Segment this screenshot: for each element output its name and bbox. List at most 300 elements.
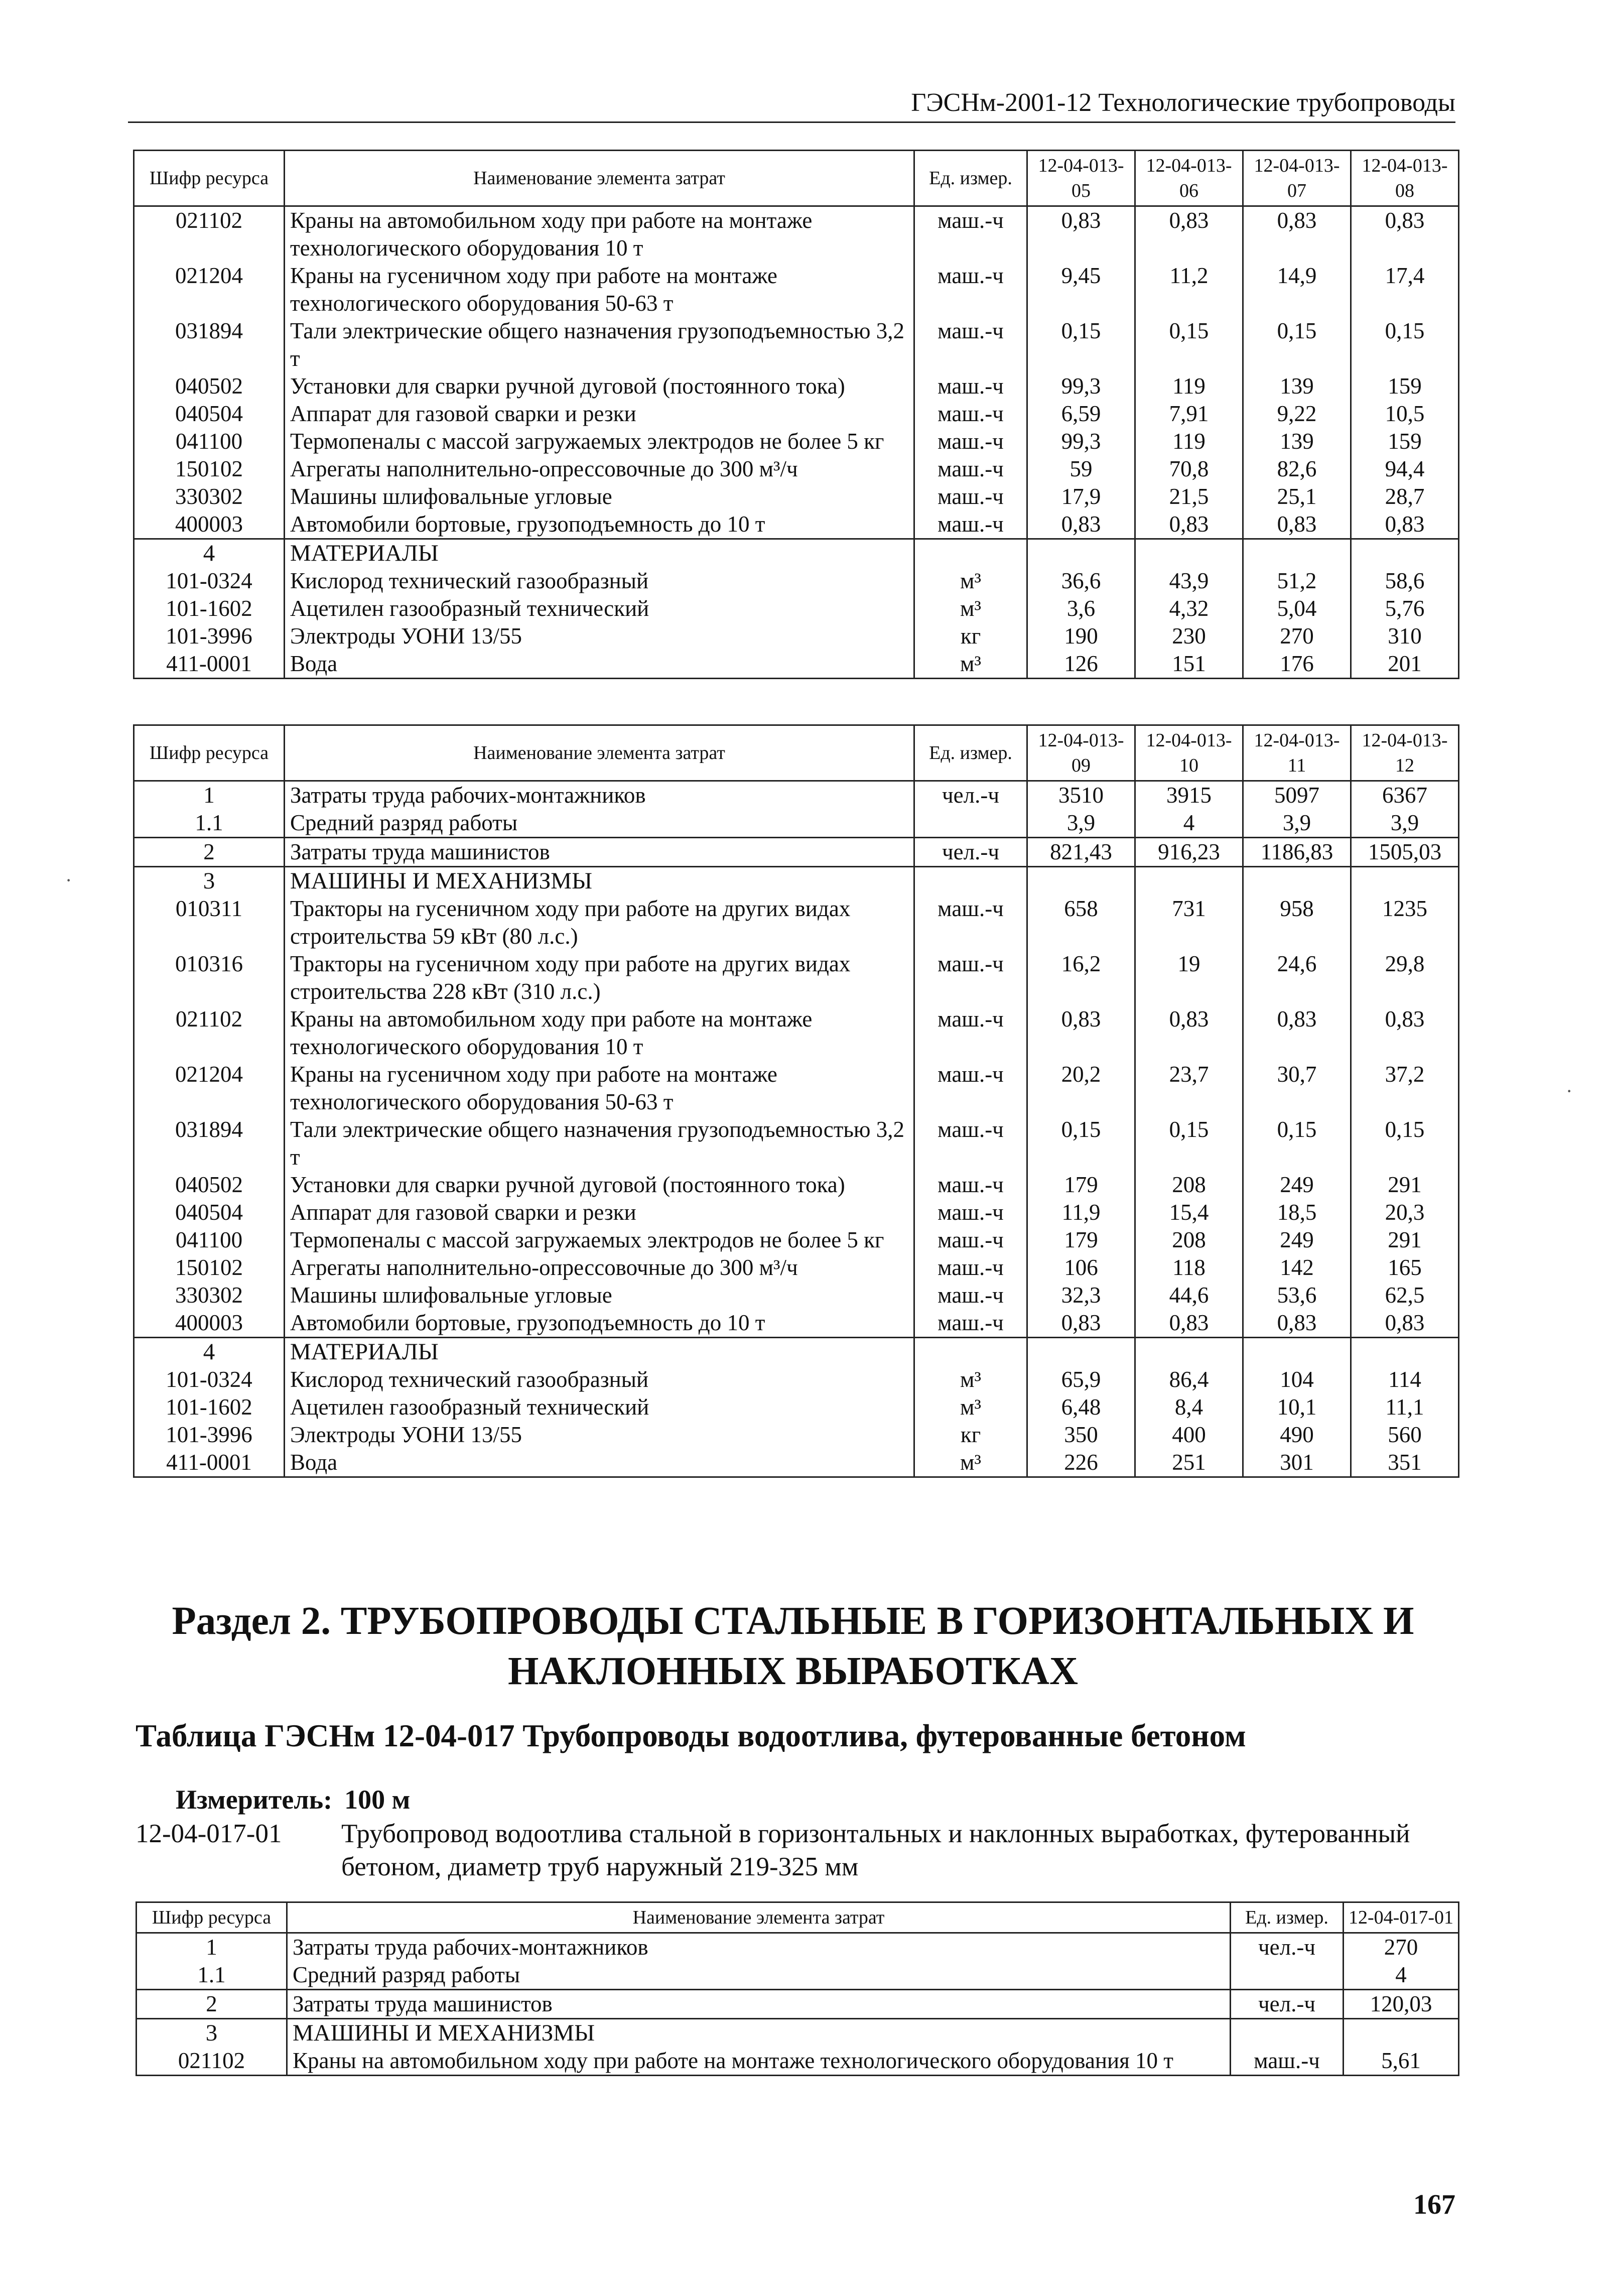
norm-value: 4 — [1135, 809, 1243, 838]
resource-row — [134, 317, 1459, 372]
norm-value: 249 — [1243, 1171, 1351, 1199]
norm-value: 0,83 — [1243, 1005, 1351, 1061]
norm-item-description: Трубопровод водоотлива стальной в горизонтальных и наклонных выработках, футерованный бетоном, диаметр труб наружный 219-325 мм — [341, 1819, 1410, 1881]
norm-value: 0,83 — [1351, 511, 1459, 539]
col-header-norm: 12-04-013-07 — [1243, 151, 1351, 206]
resource-unit: маш.-ч — [914, 1199, 1027, 1226]
resource-row — [134, 1226, 1459, 1254]
resource-unit: маш.-ч — [914, 950, 1027, 1005]
resource-unit: маш.-ч — [914, 400, 1027, 428]
resource-row — [134, 650, 1459, 679]
resource-unit: маш.-ч — [914, 1171, 1027, 1199]
resource-unit: маш.-ч — [914, 1116, 1027, 1171]
section-heading: МАШИНЫ И МЕХАНИЗМЫ — [287, 2019, 1231, 2048]
col-header-unit: Ед. измер. — [914, 725, 1027, 781]
resource-row — [134, 950, 1459, 1005]
norm-value: 0,15 — [1351, 317, 1459, 372]
resource-row — [137, 1961, 1459, 1990]
resource-unit: маш.-ч — [1231, 2047, 1344, 2076]
resource-name: Средний разряд работы — [287, 1961, 1231, 1990]
norm-value: 0,83 — [1135, 1309, 1243, 1338]
norm-value — [1243, 539, 1351, 568]
resource-code: 150102 — [134, 455, 285, 483]
resource-unit — [914, 539, 1027, 568]
resource-row — [134, 838, 1459, 867]
norm-value: 226 — [1027, 1449, 1135, 1477]
resource-name: Аппарат для газовой сварки и резки — [285, 1199, 914, 1226]
norm-value: 400 — [1135, 1421, 1243, 1449]
norm-value: 9,45 — [1027, 262, 1135, 317]
norm-value: 106 — [1027, 1254, 1135, 1282]
norm-value — [1351, 867, 1459, 896]
resource-name: Тали электрические общего назначения грузоподъемностью 3,2 т — [285, 1116, 914, 1171]
col-header-norm: 12-04-013-09 — [1027, 725, 1135, 781]
norm-value — [1344, 2019, 1459, 2048]
resource-name: Затраты труда машинистов — [287, 1990, 1231, 2019]
margin-mark: · — [1566, 1080, 1573, 1102]
resource-code: 3 — [134, 867, 285, 896]
norm-value: 53,6 — [1243, 1282, 1351, 1309]
norm-value: 251 — [1135, 1449, 1243, 1477]
resource-unit — [1231, 1961, 1344, 1990]
resource-row — [134, 483, 1459, 511]
resource-code: 040502 — [134, 372, 285, 400]
resource-name: Краны на автомобильном ходу при работе на монтаже технологического оборудования 10 т — [285, 206, 914, 263]
resource-name: Средний разряд работы — [285, 809, 914, 838]
resource-name: Агрегаты наполнительно-опрессовочные до 300 м³/ч — [285, 455, 914, 483]
norm-value: 351 — [1351, 1449, 1459, 1477]
norm-value: 104 — [1243, 1366, 1351, 1393]
resource-code: 3 — [137, 2019, 287, 2048]
resource-name: Тракторы на гусеничном ходу при работе на других видах строительства 228 кВт (310 л.с.) — [285, 950, 914, 1005]
norm-value: 99,3 — [1027, 372, 1135, 400]
norm-value: 301 — [1243, 1449, 1351, 1477]
norm-value: 118 — [1135, 1254, 1243, 1282]
resource-row — [134, 809, 1459, 838]
norm-value: 230 — [1135, 622, 1243, 650]
section-row — [134, 1338, 1459, 1366]
norm-value: 21,5 — [1135, 483, 1243, 511]
col-header-norm: 12-04-013-12 — [1351, 725, 1459, 781]
norm-value: 3915 — [1135, 781, 1243, 810]
norm-value: 731 — [1135, 895, 1243, 950]
norm-value: 120,03 — [1344, 1990, 1459, 2019]
resource-name: Машины шлифовальные угловые — [285, 483, 914, 511]
resource-row — [134, 895, 1459, 950]
norm-value: 151 — [1135, 650, 1243, 679]
resource-unit: маш.-ч — [914, 372, 1027, 400]
norm-value: 208 — [1135, 1226, 1243, 1254]
norm-value: 0,83 — [1135, 1005, 1243, 1061]
resource-name: Установки для сварки ручной дуговой (постоянного тока) — [285, 1171, 914, 1199]
resource-name: Кислород технический газообразный — [285, 1366, 914, 1393]
resource-name: Установки для сварки ручной дуговой (постоянного тока) — [285, 372, 914, 400]
col-header-name: Наименование элемента затрат — [285, 151, 914, 206]
norm-value: 126 — [1027, 650, 1135, 679]
resource-row — [137, 1990, 1459, 2019]
norm-value: 179 — [1027, 1226, 1135, 1254]
norm-value: 0,83 — [1027, 206, 1135, 263]
norm-value: 20,3 — [1351, 1199, 1459, 1226]
resource-code: 010311 — [134, 895, 285, 950]
norm-value: 0,83 — [1243, 511, 1351, 539]
resource-unit: маш.-ч — [914, 895, 1027, 950]
norm-value — [1351, 1338, 1459, 1366]
resource-row — [134, 1393, 1459, 1421]
page-header: ГЭСНм-2001-12 Технологические трубопроводы — [128, 85, 1455, 123]
norm-value: 3,9 — [1243, 809, 1351, 838]
resource-name: Ацетилен газообразный технический — [285, 1393, 914, 1421]
norm-value: 24,6 — [1243, 950, 1351, 1005]
measure-label: Измеритель: — [176, 1784, 333, 1815]
resource-row — [134, 1116, 1459, 1171]
norm-value: 0,83 — [1351, 1005, 1459, 1061]
resource-code: 4 — [134, 1338, 285, 1366]
norm-value: 3510 — [1027, 781, 1135, 810]
resource-unit: м³ — [914, 1393, 1027, 1421]
resource-name: Электроды УОНИ 13/55 — [285, 1421, 914, 1449]
section-title: Раздел 2. ТРУБОПРОВОДЫ СТАЛЬНЫЕ В ГОРИЗОНТАЛЬНЫХ И НАКЛОННЫХ ВЫРАБОТКАХ — [172, 1599, 1414, 1693]
resource-name: Краны на гусеничном ходу при работе на монтаже технологического оборудования 50-63 т — [285, 1061, 914, 1116]
norm-value: 270 — [1243, 622, 1351, 650]
norm-value: 142 — [1243, 1254, 1351, 1282]
norm-value: 658 — [1027, 895, 1135, 950]
resource-code: 330302 — [134, 483, 285, 511]
norm-value: 1235 — [1351, 895, 1459, 950]
resource-unit: чел.-ч — [1231, 1990, 1344, 2019]
norm-value: 1505,03 — [1351, 838, 1459, 867]
norm-value: 139 — [1243, 428, 1351, 455]
norm-value: 821,43 — [1027, 838, 1135, 867]
norm-value: 16,2 — [1027, 950, 1135, 1005]
norm-value: 8,4 — [1135, 1393, 1243, 1421]
norm-value: 11,1 — [1351, 1393, 1459, 1421]
resource-code: 411-0001 — [134, 650, 285, 679]
resource-unit: кг — [914, 622, 1027, 650]
norm-value: 44,6 — [1135, 1282, 1243, 1309]
resource-unit: маш.-ч — [914, 511, 1027, 539]
resource-row — [134, 1449, 1459, 1477]
norm-value: 350 — [1027, 1421, 1135, 1449]
resource-code: 101-0324 — [134, 567, 285, 595]
resource-code: 4 — [134, 539, 285, 568]
norm-value: 6,59 — [1027, 400, 1135, 428]
resource-name: Аппарат для газовой сварки и резки — [285, 400, 914, 428]
section-row — [134, 867, 1459, 896]
norm-value: 94,4 — [1351, 455, 1459, 483]
norm-value: 11,9 — [1027, 1199, 1135, 1226]
section-heading: МАШИНЫ И МЕХАНИЗМЫ — [285, 867, 914, 896]
norm-value — [1135, 1338, 1243, 1366]
norm-value: 58,6 — [1351, 567, 1459, 595]
norm-value: 36,6 — [1027, 567, 1135, 595]
resource-code: 1.1 — [134, 809, 285, 838]
resource-unit: м³ — [914, 567, 1027, 595]
resource-unit — [1231, 2019, 1344, 2048]
resource-row — [134, 1199, 1459, 1226]
resource-name: Вода — [285, 1449, 914, 1477]
norm-value: 17,4 — [1351, 262, 1459, 317]
norm-value: 25,1 — [1243, 483, 1351, 511]
resource-code: 2 — [137, 1990, 287, 2019]
norm-value: 14,9 — [1243, 262, 1351, 317]
resource-row — [134, 1421, 1459, 1449]
resource-code: 041100 — [134, 1226, 285, 1254]
measure-line — [176, 1782, 410, 1817]
resource-row — [134, 622, 1459, 650]
resource-unit: маш.-ч — [914, 1254, 1027, 1282]
section-row — [137, 2019, 1459, 2048]
resource-unit: маш.-ч — [914, 317, 1027, 372]
resource-unit: маш.-ч — [914, 262, 1027, 317]
norm-value: 32,3 — [1027, 1282, 1135, 1309]
resource-code: 2 — [134, 838, 285, 867]
col-header-unit: Ед. измер. — [914, 151, 1027, 206]
resource-code: 101-3996 — [134, 1421, 285, 1449]
resource-unit: м³ — [914, 1366, 1027, 1393]
resource-name: Тали электрические общего назначения грузоподъемностью 3,2 т — [285, 317, 914, 372]
norm-value: 291 — [1351, 1171, 1459, 1199]
resource-row — [134, 1254, 1459, 1282]
section-heading: МАТЕРИАЛЫ — [285, 1338, 914, 1366]
resource-name: Краны на автомобильном ходу при работе на монтаже технологического оборудования 10 т — [285, 1005, 914, 1061]
resource-code: 031894 — [134, 317, 285, 372]
resource-row — [134, 595, 1459, 622]
resource-code: 021102 — [134, 206, 285, 263]
section-heading: МАТЕРИАЛЫ — [285, 539, 914, 568]
norm-value: 82,6 — [1243, 455, 1351, 483]
norm-value: 1186,83 — [1243, 838, 1351, 867]
norm-value: 190 — [1027, 622, 1135, 650]
resource-name: Краны на автомобильном ходу при работе на монтаже технологического оборудования 10 т — [287, 2047, 1231, 2076]
resource-code: 101-0324 — [134, 1366, 285, 1393]
resource-unit — [914, 1338, 1027, 1366]
table-title: Таблица ГЭСНм 12-04-017 Трубопроводы водоотлива, футерованные бетоном — [136, 1718, 1246, 1753]
norm-value: 165 — [1351, 1254, 1459, 1282]
resource-unit: маш.-ч — [914, 1226, 1027, 1254]
resource-unit: маш.-ч — [914, 428, 1027, 455]
norm-value: 310 — [1351, 622, 1459, 650]
resource-code: 040504 — [134, 400, 285, 428]
norm-value: 0,83 — [1351, 206, 1459, 263]
norm-value: 0,83 — [1243, 1309, 1351, 1338]
norm-value: 179 — [1027, 1171, 1135, 1199]
norm-value: 0,15 — [1243, 1116, 1351, 1171]
resource-code: 021102 — [137, 2047, 287, 2076]
norm-value: 7,91 — [1135, 400, 1243, 428]
resource-code: 010316 — [134, 950, 285, 1005]
norm-value: 43,9 — [1135, 567, 1243, 595]
col-header-code: Шифр ресурса — [137, 1902, 287, 1933]
norm-value: 958 — [1243, 895, 1351, 950]
norm-value: 5,61 — [1344, 2047, 1459, 2076]
resource-name: Тракторы на гусеничном ходу при работе на других видах строительства 59 кВт (80 л.с.) — [285, 895, 914, 950]
norm-value: 159 — [1351, 372, 1459, 400]
resource-unit — [914, 867, 1027, 896]
resource-code: 330302 — [134, 1282, 285, 1309]
norm-value: 0,83 — [1027, 1309, 1135, 1338]
norm-value: 490 — [1243, 1421, 1351, 1449]
norm-value: 119 — [1135, 372, 1243, 400]
col-header-norm: 12-04-013-10 — [1135, 725, 1243, 781]
norm-value: 28,7 — [1351, 483, 1459, 511]
norm-value — [1027, 867, 1135, 896]
norm-value: 99,3 — [1027, 428, 1135, 455]
col-header-norm: 12-04-013-06 — [1135, 151, 1243, 206]
norm-value: 119 — [1135, 428, 1243, 455]
norm-value: 0,15 — [1135, 1116, 1243, 1171]
resource-name: Ацетилен газообразный технический — [285, 595, 914, 622]
norm-value: 0,83 — [1027, 511, 1135, 539]
resource-code: 021204 — [134, 1061, 285, 1116]
norm-value: 19 — [1135, 950, 1243, 1005]
measure-value: 100 м — [344, 1784, 411, 1815]
col-header-norm: 12-04-013-08 — [1351, 151, 1459, 206]
col-header-code: Шифр ресурса — [134, 725, 285, 781]
resource-name: Вода — [285, 650, 914, 679]
norm-value: 916,23 — [1135, 838, 1243, 867]
resource-code: 400003 — [134, 511, 285, 539]
resource-code: 031894 — [134, 1116, 285, 1171]
resource-code: 101-1602 — [134, 1393, 285, 1421]
norm-value: 6,48 — [1027, 1393, 1135, 1421]
section-row — [134, 539, 1459, 568]
resource-row — [134, 206, 1459, 263]
resource-name: Затраты труда рабочих-монтажников — [285, 781, 914, 810]
resource-name: Термопеналы с массой загружаемых электродов не более 5 кг — [285, 428, 914, 455]
resource-unit: чел.-ч — [914, 781, 1027, 810]
resource-row — [134, 1282, 1459, 1309]
norm-value: 560 — [1351, 1421, 1459, 1449]
resource-row — [134, 455, 1459, 483]
norm-value: 0,83 — [1135, 206, 1243, 263]
resource-name: Затраты труда рабочих-монтажников — [287, 1933, 1231, 1962]
norm-value: 65,9 — [1027, 1366, 1135, 1393]
norm-value: 20,2 — [1027, 1061, 1135, 1116]
norm-value: 0,15 — [1027, 317, 1135, 372]
norm-value: 9,22 — [1243, 400, 1351, 428]
col-header-name: Наименование элемента затрат — [287, 1902, 1231, 1933]
col-header-norm: 12-04-013-11 — [1243, 725, 1351, 781]
norm-value: 10,5 — [1351, 400, 1459, 428]
col-header-name: Наименование элемента затрат — [285, 725, 914, 781]
resource-row — [134, 1005, 1459, 1061]
resource-name: Кислород технический газообразный — [285, 567, 914, 595]
norm-value: 51,2 — [1243, 567, 1351, 595]
norm-value — [1243, 1338, 1351, 1366]
norm-value — [1027, 1338, 1135, 1366]
norm-value: 5097 — [1243, 781, 1351, 810]
norm-value: 208 — [1135, 1171, 1243, 1199]
norm-value: 139 — [1243, 372, 1351, 400]
resource-code: 400003 — [134, 1309, 285, 1338]
resource-name: Термопеналы с массой загружаемых электродов не более 5 кг — [285, 1226, 914, 1254]
resource-code: 101-1602 — [134, 595, 285, 622]
resource-unit: маш.-ч — [914, 1061, 1027, 1116]
resource-row — [134, 1366, 1459, 1393]
resource-code: 021102 — [134, 1005, 285, 1061]
norm-item-code: 12-04-017-01 — [136, 1819, 282, 1848]
resource-name: Автомобили бортовые, грузоподъемность до 10 т — [285, 1309, 914, 1338]
norm-value: 0,83 — [1027, 1005, 1135, 1061]
norm-value: 18,5 — [1243, 1199, 1351, 1226]
norm-value: 4,32 — [1135, 595, 1243, 622]
norm-value: 29,8 — [1351, 950, 1459, 1005]
resource-row — [134, 372, 1459, 400]
resource-row — [134, 1171, 1459, 1199]
resource-row — [134, 567, 1459, 595]
norm-value: 6367 — [1351, 781, 1459, 810]
margin-mark: · — [65, 869, 72, 891]
resource-unit: м³ — [914, 595, 1027, 622]
resource-row — [134, 1309, 1459, 1338]
norm-value: 0,83 — [1135, 511, 1243, 539]
resource-row — [134, 262, 1459, 317]
resource-row — [137, 2047, 1459, 2076]
resource-unit: м³ — [914, 1449, 1027, 1477]
norm-value: 23,7 — [1135, 1061, 1243, 1116]
norm-value: 5,76 — [1351, 595, 1459, 622]
resource-code: 040504 — [134, 1199, 285, 1226]
norm-value: 3,9 — [1351, 809, 1459, 838]
col-header-norm: 12-04-017-01 — [1344, 1902, 1459, 1933]
col-header-code: Шифр ресурса — [134, 151, 285, 206]
norm-value: 270 — [1344, 1933, 1459, 1962]
resource-name: Автомобили бортовые, грузоподъемность до 10 т — [285, 511, 914, 539]
norm-value: 10,1 — [1243, 1393, 1351, 1421]
norm-value: 17,9 — [1027, 483, 1135, 511]
norm-value: 30,7 — [1243, 1061, 1351, 1116]
resource-unit: м³ — [914, 650, 1027, 679]
resource-code: 1.1 — [137, 1961, 287, 1990]
resource-code: 021204 — [134, 262, 285, 317]
resource-code: 1 — [137, 1933, 287, 1962]
col-header-unit: Ед. измер. — [1231, 1902, 1344, 1933]
norm-value: 176 — [1243, 650, 1351, 679]
norm-value: 0,83 — [1351, 1309, 1459, 1338]
resource-name: Электроды УОНИ 13/55 — [285, 622, 914, 650]
resource-table-013-09-12 — [133, 724, 1459, 1478]
resource-name: Агрегаты наполнительно-опрессовочные до 300 м³/ч — [285, 1254, 914, 1282]
resource-unit: кг — [914, 1421, 1027, 1449]
resource-row — [134, 1061, 1459, 1116]
norm-value: 159 — [1351, 428, 1459, 455]
norm-value: 86,4 — [1135, 1366, 1243, 1393]
resource-row — [137, 1933, 1459, 1962]
resource-unit: маш.-ч — [914, 455, 1027, 483]
resource-row — [134, 781, 1459, 810]
norm-value: 59 — [1027, 455, 1135, 483]
resource-code: 040502 — [134, 1171, 285, 1199]
norm-value: 3,6 — [1027, 595, 1135, 622]
norm-value: 0,15 — [1351, 1116, 1459, 1171]
resource-row — [134, 428, 1459, 455]
norm-value: 4 — [1344, 1961, 1459, 1990]
resource-name: Краны на гусеничном ходу при работе на монтаже технологического оборудования 50-63 т — [285, 262, 914, 317]
norm-value — [1135, 539, 1243, 568]
norm-value: 114 — [1351, 1366, 1459, 1393]
norm-value — [1351, 539, 1459, 568]
resource-name: Машины шлифовальные угловые — [285, 1282, 914, 1309]
norm-value: 0,15 — [1243, 317, 1351, 372]
resource-unit: чел.-ч — [914, 838, 1027, 867]
resource-code: 041100 — [134, 428, 285, 455]
norm-value: 37,2 — [1351, 1061, 1459, 1116]
col-header-norm: 12-04-013-05 — [1027, 151, 1135, 206]
resource-unit: маш.-ч — [914, 483, 1027, 511]
norm-value: 0,15 — [1135, 317, 1243, 372]
norm-value: 70,8 — [1135, 455, 1243, 483]
